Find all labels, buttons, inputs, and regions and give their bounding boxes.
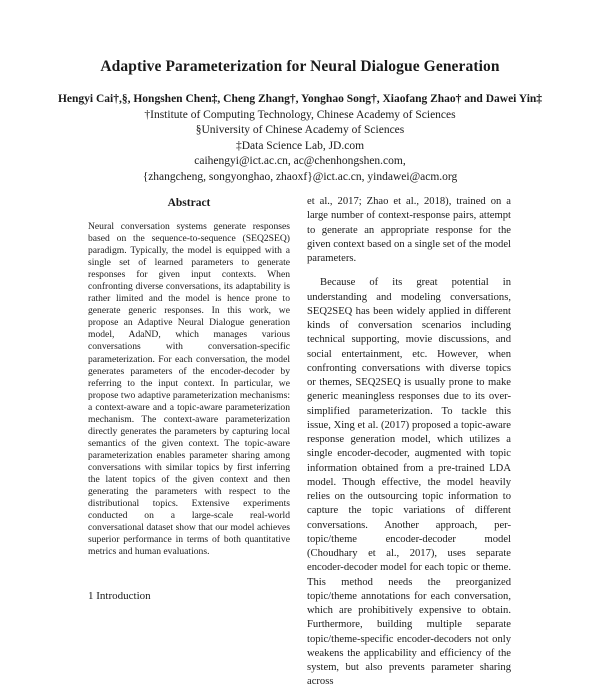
affiliation-ucas: §University of Chinese Academy of Sciences bbox=[195, 124, 405, 136]
right-column bbox=[307, 195, 511, 690]
intro-paragraph-2: Because of its great potential in understanding and modeling conversations, SEQ2SEQ has been widely applied in different kinds of conversation scenarios including technical supporting, movie discussions, and social entertainment, etc. However, when confronting conversations with diverse topics or themes, SEQ2SEQ is usually prone to make generic meaningless responses due to its over-simplified parameterization. To tackle this issue, Xing et al. (2017) proposed a topic-aware response generation model, which utilizes a single encoder-decoder, augmented with topic information obtained from a pre-trained LDA model. Though effective, the model heavily relies on the outsourcing topic information to capture the topic variations of different conversations. Another approach, per-topic/theme encoder-decoder model (Choudhary et al., 2017), uses separate encoder-decoder model for each topic or theme. This method needs the preorganized topic/theme annotations for each conversation, which are prohibitively expensive to obtain. Furthermore, building multiple separate topic/theme-specific encoder-decoders not only weakens the applicability and efficiency of the system, but also prevents parameter sharing across bbox=[307, 277, 511, 688]
abstract-heading: Abstract bbox=[167, 197, 211, 209]
affiliation-ict: †Institute of Computing Technology, Chinese Academy of Sciences bbox=[144, 108, 456, 121]
paper-title: Adaptive Parameterization for Neural Dialogue Generation bbox=[100, 58, 500, 75]
section-heading-cut: 1 Introduction bbox=[88, 590, 151, 602]
author-block bbox=[0, 92, 600, 185]
author-emails-1: caihengyi@ict.ac.cn, ac@chenhongshen.com, bbox=[194, 155, 406, 167]
abstract-text: Neural conversation systems generate responses based on the sequence-to-sequence (SEQ2SEQ) paradigm. Typically, the model is equipped with a single set of learned parameters to generate responses for given input contexts. When confronting diverse conversations, its adaptability is rather limited and the model is hence prone to generate generic responses. In this work, we propose an Adaptive Neural Dialogue generation model, AdaND, which manages various conversations with conversation-specific parameterization. For each conversation, the model generates parameters of the encoder-decoder by referring to the input context. In particular, we propose two adaptive parameterization mechanisms: a context-aware and a topic-aware parameterization mechanism. The context-aware parameterization directly generates the parameters by capturing local semantics of the given context. The topic-aware parameterization enables parameter sharing among conversations with similar topics by first inferring the latent topics of the given context and then generating the parameters with respect to the distributional topics. Extensive experiments conducted on a large-scale real-world conversational dataset show that our model achieves superior performance in terms of both quantitative metrics and human evaluations. bbox=[88, 221, 290, 558]
left-column bbox=[88, 197, 290, 558]
intro-paragraph-1: et al., 2017; Zhao et al., 2018), trained on a large number of context-response pairs, attempt to generate an appropriate response for the given context based on a single set of the model parameters. bbox=[307, 196, 511, 264]
author-emails-2: {zhangcheng, songyonghao, zhaoxf}@ict.ac.cn, yindawei@acm.org bbox=[142, 170, 458, 183]
author-names: Hengyi Cai†,§, Hongshen Chen‡, Cheng Zhang†, Yonghao Song†, Xiaofang Zhao† and Dawei Yin‡ bbox=[57, 93, 543, 105]
affiliation-jd: ‡Data Science Lab, JD.com bbox=[235, 139, 365, 152]
